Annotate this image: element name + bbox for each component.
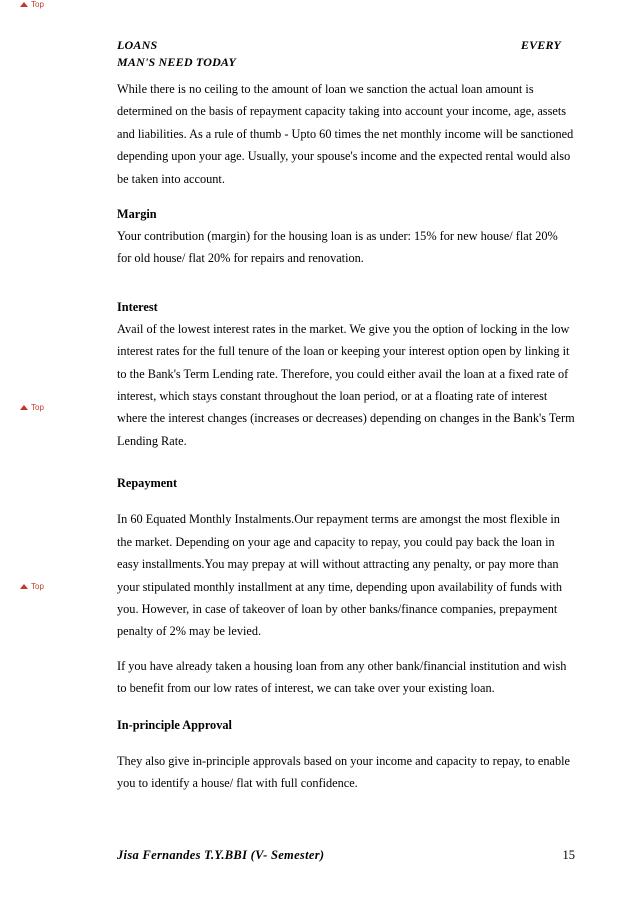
top-link-label: Top bbox=[31, 582, 44, 591]
margin-paragraph: Your contribution (margin) for the housing loan is as under: 15% for new house/ flat 20% for old house/ flat 20% for repairs and renovation. bbox=[117, 229, 558, 266]
page-header bbox=[117, 37, 561, 71]
takeover-paragraph: If you have already taken a housing loan from any other bank/financial institution and wish to benefit from our low rates of interest, we can take over your existing loan. bbox=[117, 658, 567, 696]
margin-heading: Margin bbox=[117, 207, 157, 222]
intro-paragraph: While there is no ceiling to the amount of loan we sanction the actual loan amount is determined on the basis of repayment capacity taking into account your income, age, assets and liabilities. As a rule of thumb - Upto 60 times the net monthly income will be sanctioned depending upon your age. Usually, your spouse's income and the expected rental would also be taken into account. bbox=[117, 82, 574, 186]
interest-paragraph: Avail of the lowest interest rates in the market. We give you the option of locking in the low interest rates for the full tenure of the loan or keeping your interest option open by linking it to the Bank's Term Lending rate. Therefore, you could either avail the loan at a fixed rate of interest, which stays constant throughout the loan period, or at a floating rate of interest where the interest changes (increases or decreases) depending on changes in the Bank's Term Lending Rate. bbox=[117, 321, 575, 448]
top-link-label: Top bbox=[31, 0, 44, 9]
header-line2: MAN'S NEED TODAY bbox=[117, 55, 237, 69]
top-link[interactable] bbox=[20, 582, 44, 591]
repayment-paragraph: In 60 Equated Monthly Instalments.Our repayment terms are amongst the most flexible in the market. Depending on your age and capacity to repay, you could pay back the loan in easy installments.You may prepay at will without attracting any penalty, or pay more than your stipulated monthly installment at any time, depending upon availability of funds with you. However, in case of takeover of loan by other banks/finance companies, prepayment penalty of 2% may be levied. bbox=[117, 512, 563, 639]
header-right: EVERY bbox=[520, 38, 561, 52]
document-body bbox=[117, 78, 575, 794]
approval-paragraph: They also give in-principle approvals based on your income and capacity to repay, to enable you to identify a house/ flat with full confidence. bbox=[117, 753, 571, 790]
top-link-label: Top bbox=[31, 403, 44, 412]
top-link[interactable] bbox=[20, 0, 44, 9]
approval-heading: In-principle Approval bbox=[117, 717, 232, 732]
interest-heading: Interest bbox=[117, 299, 158, 314]
header-left: LOANS bbox=[117, 38, 158, 52]
up-arrow-icon bbox=[20, 2, 28, 7]
up-arrow-icon bbox=[20, 405, 28, 410]
repayment-heading: Repayment bbox=[117, 476, 178, 491]
page-number: 15 bbox=[562, 848, 575, 862]
page-footer bbox=[117, 848, 575, 863]
up-arrow-icon bbox=[20, 584, 28, 589]
footer-author: Jisa Fernandes T.Y.BBI (V- Semester) bbox=[117, 848, 325, 862]
top-link[interactable] bbox=[20, 403, 44, 412]
